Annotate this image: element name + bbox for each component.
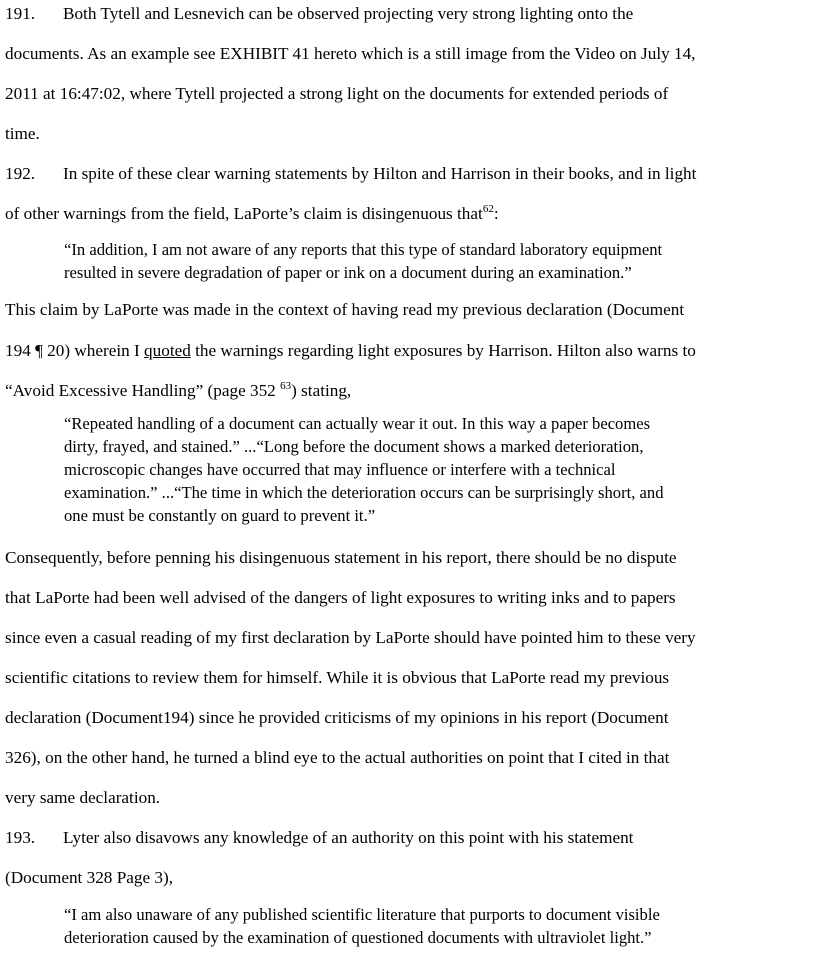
paragraph-number: 193. (5, 828, 36, 847)
quote-2-line-1: “Repeated handling of a document can actually wear it out. In this way a paper becomes (64, 414, 651, 433)
paragraph-193-line-1 (5, 828, 633, 848)
quote-3-line-2: deterioration caused by the examination of questioned documents with ultraviolet light.” (64, 928, 652, 947)
text: 194 ¶ 20) wherein I (5, 341, 145, 360)
quote-1-line-2: resulted in severe degradation of paper or ink on a document during an examination.” (64, 263, 632, 282)
quote-3-line-1: “I am also unaware of any published scientific literature that purports to document visible (64, 905, 660, 924)
paragraph-number: 192. (5, 164, 36, 183)
footnote-62-ref: 62 (482, 203, 494, 215)
consequently-line-2: that LaPorte had been well advised of the dangers of light exposures to writing inks and to papers (5, 588, 676, 607)
text: of other warnings from the field, LaPorte’s claim is disingenuous that (5, 204, 483, 223)
claim-line-1: This claim by LaPorte was made in the context of having read my previous declaration (Document (5, 300, 685, 319)
footnote-63-ref: 63 (280, 380, 292, 392)
underlined-word: quoted (144, 341, 191, 360)
paragraph-191-line-3: 2011 at 16:47:02, where Tytell projected a strong light on the documents for extended periods of (5, 84, 669, 103)
paragraph-192-line-2 (5, 204, 499, 224)
quote-2-line-3: microscopic changes have occurred that may influence or interfere with a technical (64, 460, 616, 479)
quote-2-line-2: dirty, frayed, and stained.” ...“Long before the document shows a marked deterioration, (64, 437, 644, 456)
quote-2-line-4: examination.” ...“The time in which the deterioration occurs can be surprisingly short, and (64, 483, 664, 502)
text: In spite of these clear warning statements by Hilton and Harrison in their books, and in light (63, 164, 697, 183)
paragraph-191-line-1 (5, 4, 633, 24)
consequently-line-4: scientific citations to review them for himself. While it is obvious that LaPorte read my previous (5, 668, 670, 687)
text: Both Tytell and Lesnevich can be observed projecting very strong lighting onto the (63, 4, 634, 23)
consequently-line-7: very same declaration. (5, 788, 161, 807)
paragraph-number: 191. (5, 4, 36, 23)
consequently-line-5: declaration (Document194) since he provided criticisms of my opinions in his report (Document (5, 708, 669, 727)
paragraph-191-line-4: time. (5, 124, 40, 143)
claim-line-3 (5, 381, 351, 401)
quote-1-line-1: “In addition, I am not aware of any reports that this type of standard laboratory equipment (64, 240, 663, 259)
paragraph-191-line-2: documents. As an example see EXHIBIT 41 hereto which is a still image from the Video on July 14, (5, 44, 696, 63)
paragraph-193-line-2: (Document 328 Page 3), (5, 868, 174, 887)
consequently-line-6: 326), on the other hand, he turned a blind eye to the actual authorities on point that I cited in that (5, 748, 670, 767)
quote-2-line-5: one must be constantly on guard to prevent it.” (64, 506, 376, 525)
text: Lyter also disavows any knowledge of an authority on this point with his statement (63, 828, 634, 847)
paragraph-192-line-1 (5, 164, 696, 184)
text: the warnings regarding light exposures by Harrison. Hilton also warns to (190, 341, 696, 360)
text: “Avoid Excessive Handling” (page 352 (5, 381, 281, 400)
text: : (493, 204, 499, 223)
claim-line-2 (5, 341, 696, 361)
consequently-line-1: Consequently, before penning his disingenuous statement in his report, there should be no dispute (5, 548, 677, 567)
text: ) stating, (291, 381, 352, 400)
consequently-line-3: since even a casual reading of my first declaration by LaPorte should have pointed him to these very (5, 628, 696, 647)
